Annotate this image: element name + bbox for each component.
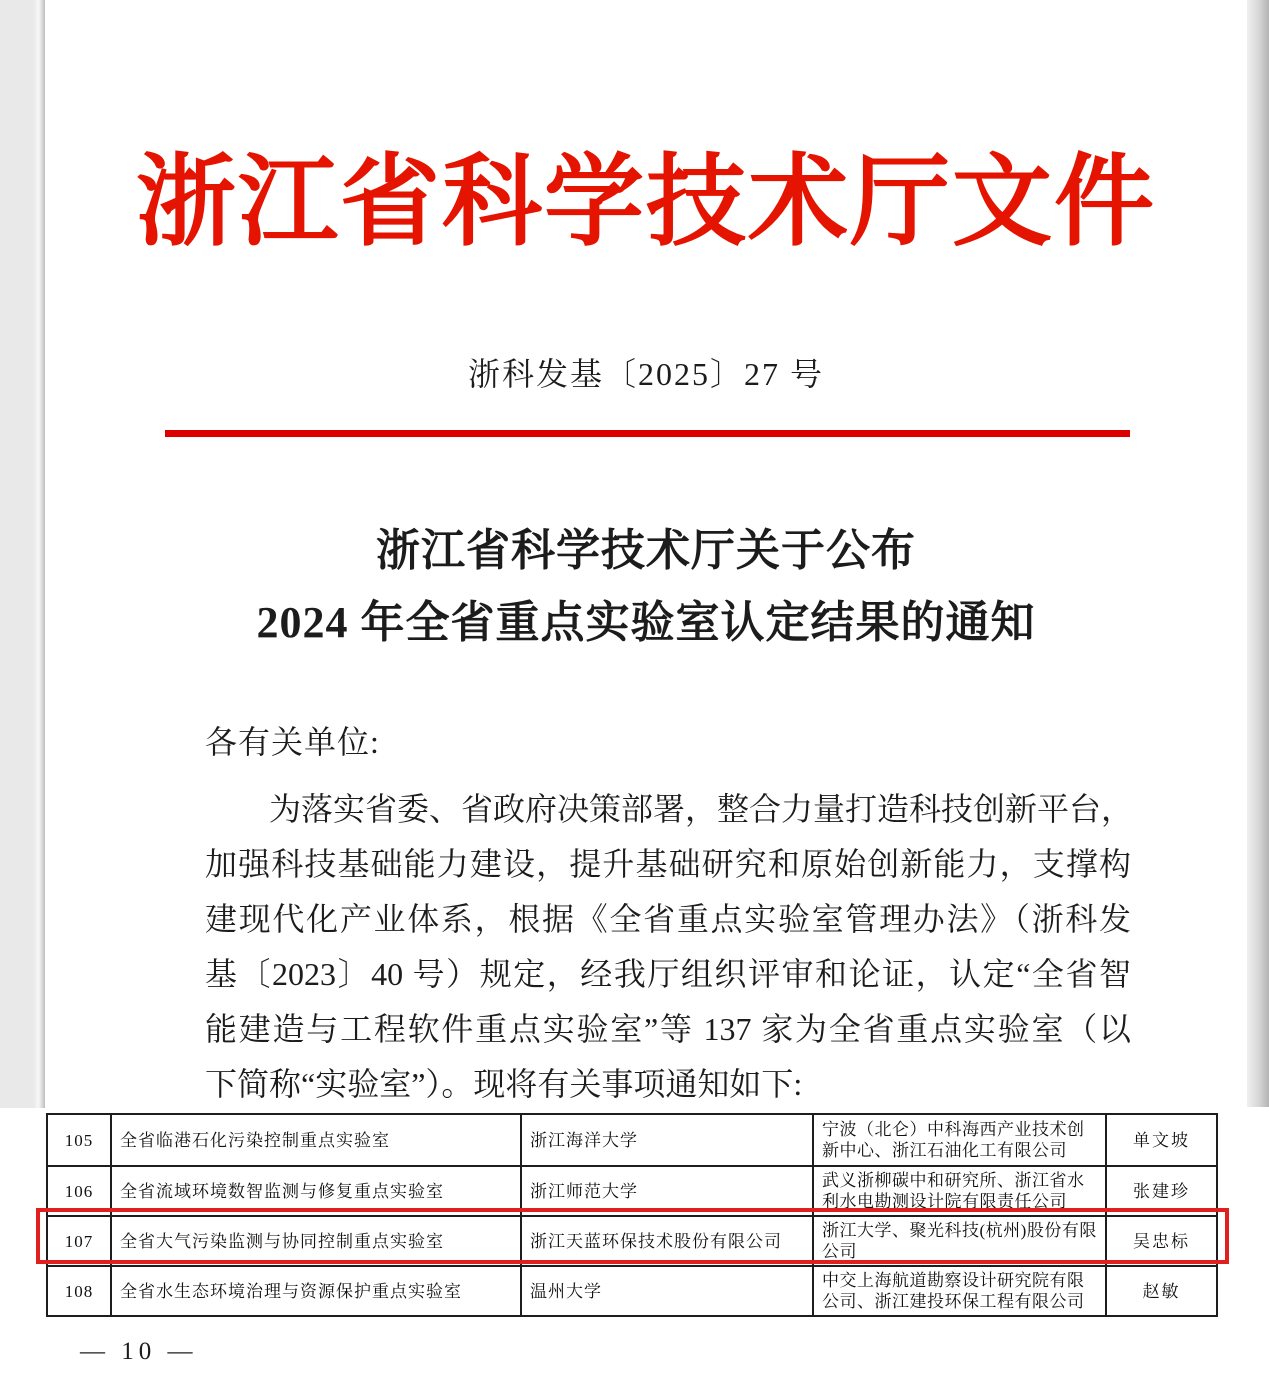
document-header-title: 浙江省科学技术厅文件 <box>136 147 1156 258</box>
body-line: 能建造与工程软件重点实验室”等 137 家为全省重点实验室（以 <box>205 1011 1131 1047</box>
body-paragraph <box>205 782 1134 1112</box>
body-line: 下简称“实验室”）。现将有关事项通知如下: <box>205 1066 803 1102</box>
salutation: 各有关单位: <box>205 724 380 760</box>
body-line: 建现代化产业体系，根据《全省重点实验室管理办法》（浙科发 <box>205 901 1131 937</box>
notice-title-line1: 浙江省科学技术厅关于公布 <box>376 526 916 575</box>
director-name: 赵敏 <box>1106 1266 1217 1316</box>
director-name: 单文坡 <box>1106 1114 1217 1166</box>
lab-name: 全省流域环境数智监测与修复重点实验室 <box>111 1166 521 1216</box>
body-line: 基〔2023〕40 号）规定，经我厅组织评审和论证，认定“全省智 <box>205 956 1131 992</box>
partner-organizations: 浙江大学、聚光科技(杭州)股份有限公司 <box>813 1216 1106 1266</box>
page-edge-right-shadow <box>1247 0 1269 1107</box>
row-number: 107 <box>47 1216 111 1266</box>
host-organization: 浙江天蓝环保技术股份有限公司 <box>521 1216 813 1266</box>
row-number: 106 <box>47 1166 111 1216</box>
lab-name: 全省大气污染监测与协同控制重点实验室 <box>111 1216 521 1266</box>
director-name: 吴忠标 <box>1106 1216 1217 1266</box>
lab-name: 全省水生态环境治理与资源保护重点实验室 <box>111 1266 521 1316</box>
page-number: — 10 — <box>80 1338 198 1365</box>
page-edge-left-shadow <box>0 0 45 1108</box>
body-line: 加强科技基础能力建设，提升基础研究和原始创新能力，支撑构 <box>205 846 1131 882</box>
notice-title-line2: 2024 年全省重点实验室认定结果的通知 <box>256 598 1036 647</box>
host-organization: 温州大学 <box>521 1266 813 1316</box>
partner-organizations: 武义浙柳碳中和研究所、浙江省水利水电勘测设计院有限责任公司 <box>813 1166 1106 1216</box>
row-107-highlight-box <box>36 1208 1229 1264</box>
partner-organizations: 宁波（北仑）中科海西产业技术创新中心、浙江石油化工有限公司 <box>813 1114 1106 1166</box>
body-line: 为落实省委、省政府决策部署，整合力量打造科技创新平台， <box>269 791 1134 827</box>
row-number: 105 <box>47 1114 111 1166</box>
table-row-105 <box>47 1114 1217 1166</box>
host-organization: 浙江海洋大学 <box>521 1114 813 1166</box>
document-number: 浙科发基〔2025〕27 号 <box>467 356 824 392</box>
host-organization: 浙江师范大学 <box>521 1166 813 1216</box>
row-number: 108 <box>47 1266 111 1316</box>
red-separator-line <box>165 430 1130 437</box>
director-name: 张建珍 <box>1106 1166 1217 1216</box>
partner-organizations: 中交上海航道勘察设计研究院有限公司、浙江建投环保工程有限公司 <box>813 1266 1106 1316</box>
table-row-108 <box>47 1266 1217 1316</box>
lab-name: 全省临港石化污染控制重点实验室 <box>111 1114 521 1166</box>
